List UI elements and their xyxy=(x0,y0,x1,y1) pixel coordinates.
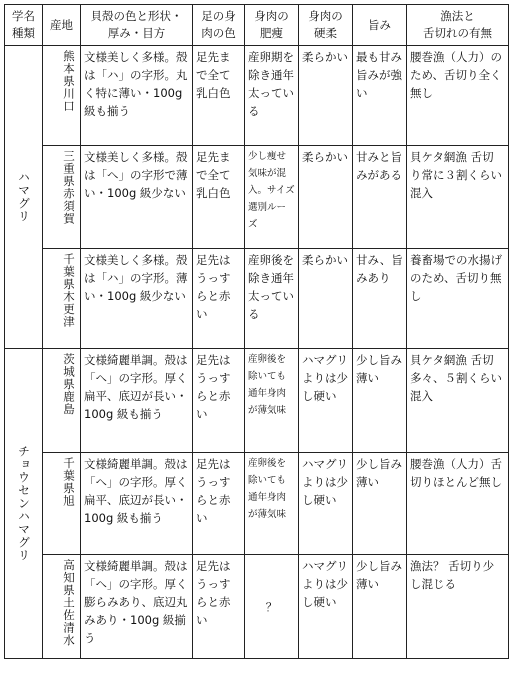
table-row xyxy=(5,146,509,249)
foot-color-cell: 足先はうっすらと赤い xyxy=(193,555,245,659)
firmness-cell: ハマグリよりは少し硬い xyxy=(299,453,353,555)
umami-cell: 少し旨み薄い xyxy=(353,555,407,659)
umami-cell: 少し旨み薄い xyxy=(353,453,407,555)
umami-cell: 甘みと旨みがある xyxy=(353,146,407,249)
umami-cell: 最も甘み旨みが強い xyxy=(353,46,407,146)
header-row xyxy=(5,5,509,46)
origin-cell: 熊本県川口 xyxy=(43,46,81,146)
header-species: 学名 種類 xyxy=(5,5,43,46)
method-cell: 貝ケタ網漁 舌切多々、５割くらい混入 xyxy=(407,349,509,453)
origin-cell: 高知県土佐清水 xyxy=(43,555,81,659)
umami-cell: 少し旨み薄い xyxy=(353,349,407,453)
clam-comparison-table xyxy=(4,4,509,659)
method-cell: 腰巻漁（人力）のため、舌切り全く無し xyxy=(407,46,509,146)
origin-cell: 千葉県木更津 xyxy=(43,249,81,349)
origin-cell: 三重県赤須賀 xyxy=(43,146,81,249)
method-cell: 漁法？ 舌切り少し混じる xyxy=(407,555,509,659)
fat-cell: ？ xyxy=(245,555,299,659)
shell-cell: 文様綺麗単調。殻は「へ」の字形。厚く扁平、底辺が長い・100g 級も揃う xyxy=(81,453,193,555)
shell-cell: 文様綺麗単調。殻は「へ」の字形。厚く膨らみあり、底辺丸みあり・100g 級揃う xyxy=(81,555,193,659)
foot-color-cell: 足先はうっすらと赤い xyxy=(193,453,245,555)
method-cell: 貝ケタ網漁 舌切り常に３割くらい混入 xyxy=(407,146,509,249)
table-row xyxy=(5,46,509,146)
umami-cell: 甘み、旨みあり xyxy=(353,249,407,349)
table-row xyxy=(5,555,509,659)
firmness-cell: 柔らかい xyxy=(299,146,353,249)
header-origin: 産地 xyxy=(43,5,81,46)
header-fat: 身肉の 肥痩 xyxy=(245,5,299,46)
foot-color-cell: 足先まで全て乳白色 xyxy=(193,46,245,146)
fat-cell: 産卵後を除いても通年身肉が薄気味 xyxy=(245,349,299,453)
header-method: 漁法と 舌切れの有無 xyxy=(407,5,509,46)
header-firmness: 身肉の 硬柔 xyxy=(299,5,353,46)
header-foot-color: 足の身 肉の色 xyxy=(193,5,245,46)
shell-cell: 文様綺麗単調。殻は「へ」の字形。厚く扁平、底辺が長い・100g 級も揃う xyxy=(81,349,193,453)
header-umami: 旨み xyxy=(353,5,407,46)
origin-cell: 千葉県旭 xyxy=(43,453,81,555)
shell-cell: 文様美しく多様。殻は「ハ」の字形。丸く特に薄い・100g 級も揃う xyxy=(81,46,193,146)
firmness-cell: 柔らかい xyxy=(299,249,353,349)
table-row xyxy=(5,249,509,349)
method-cell: 養畜場での水揚げのため、舌切り無し xyxy=(407,249,509,349)
species-cell-hamaguri: ハマグリ xyxy=(5,46,43,349)
foot-color-cell: 足先まで全て乳白色 xyxy=(193,146,245,249)
fat-cell: 産卵後を除き通年太っている xyxy=(245,249,299,349)
fat-cell: 産卵後を除いても通年身肉が薄気味 xyxy=(245,453,299,555)
firmness-cell: ハマグリよりは少し硬い xyxy=(299,349,353,453)
table-row xyxy=(5,349,509,453)
foot-color-cell: 足先はうっすらと赤い xyxy=(193,249,245,349)
method-cell: 腰巻漁（人力）舌切りほとんど無し xyxy=(407,453,509,555)
firmness-cell: 柔らかい xyxy=(299,46,353,146)
shell-cell: 文様美しく多様。殻は「ハ」の字形。薄い・100g 級少ない xyxy=(81,249,193,349)
shell-cell: 文様美しく多様。殻は「へ」の字形で薄い・100g 級少ない xyxy=(81,146,193,249)
header-shell: 貝殻の色と形状・ 厚み・目方 xyxy=(81,5,193,46)
fat-cell: 少し痩せ気味が混入。サイズ選別ルーズ xyxy=(245,146,299,249)
species-cell-chousen-hamaguri: チョウセンハマグリ xyxy=(5,349,43,659)
foot-color-cell: 足先はうっすらと赤い xyxy=(193,349,245,453)
origin-cell: 茨城県鹿島 xyxy=(43,349,81,453)
fat-cell: 産卵期を除き通年太っている xyxy=(245,46,299,146)
table-row xyxy=(5,453,509,555)
firmness-cell: ハマグリよりは少し硬い xyxy=(299,555,353,659)
clam-comparison-table-wrap xyxy=(4,4,509,659)
